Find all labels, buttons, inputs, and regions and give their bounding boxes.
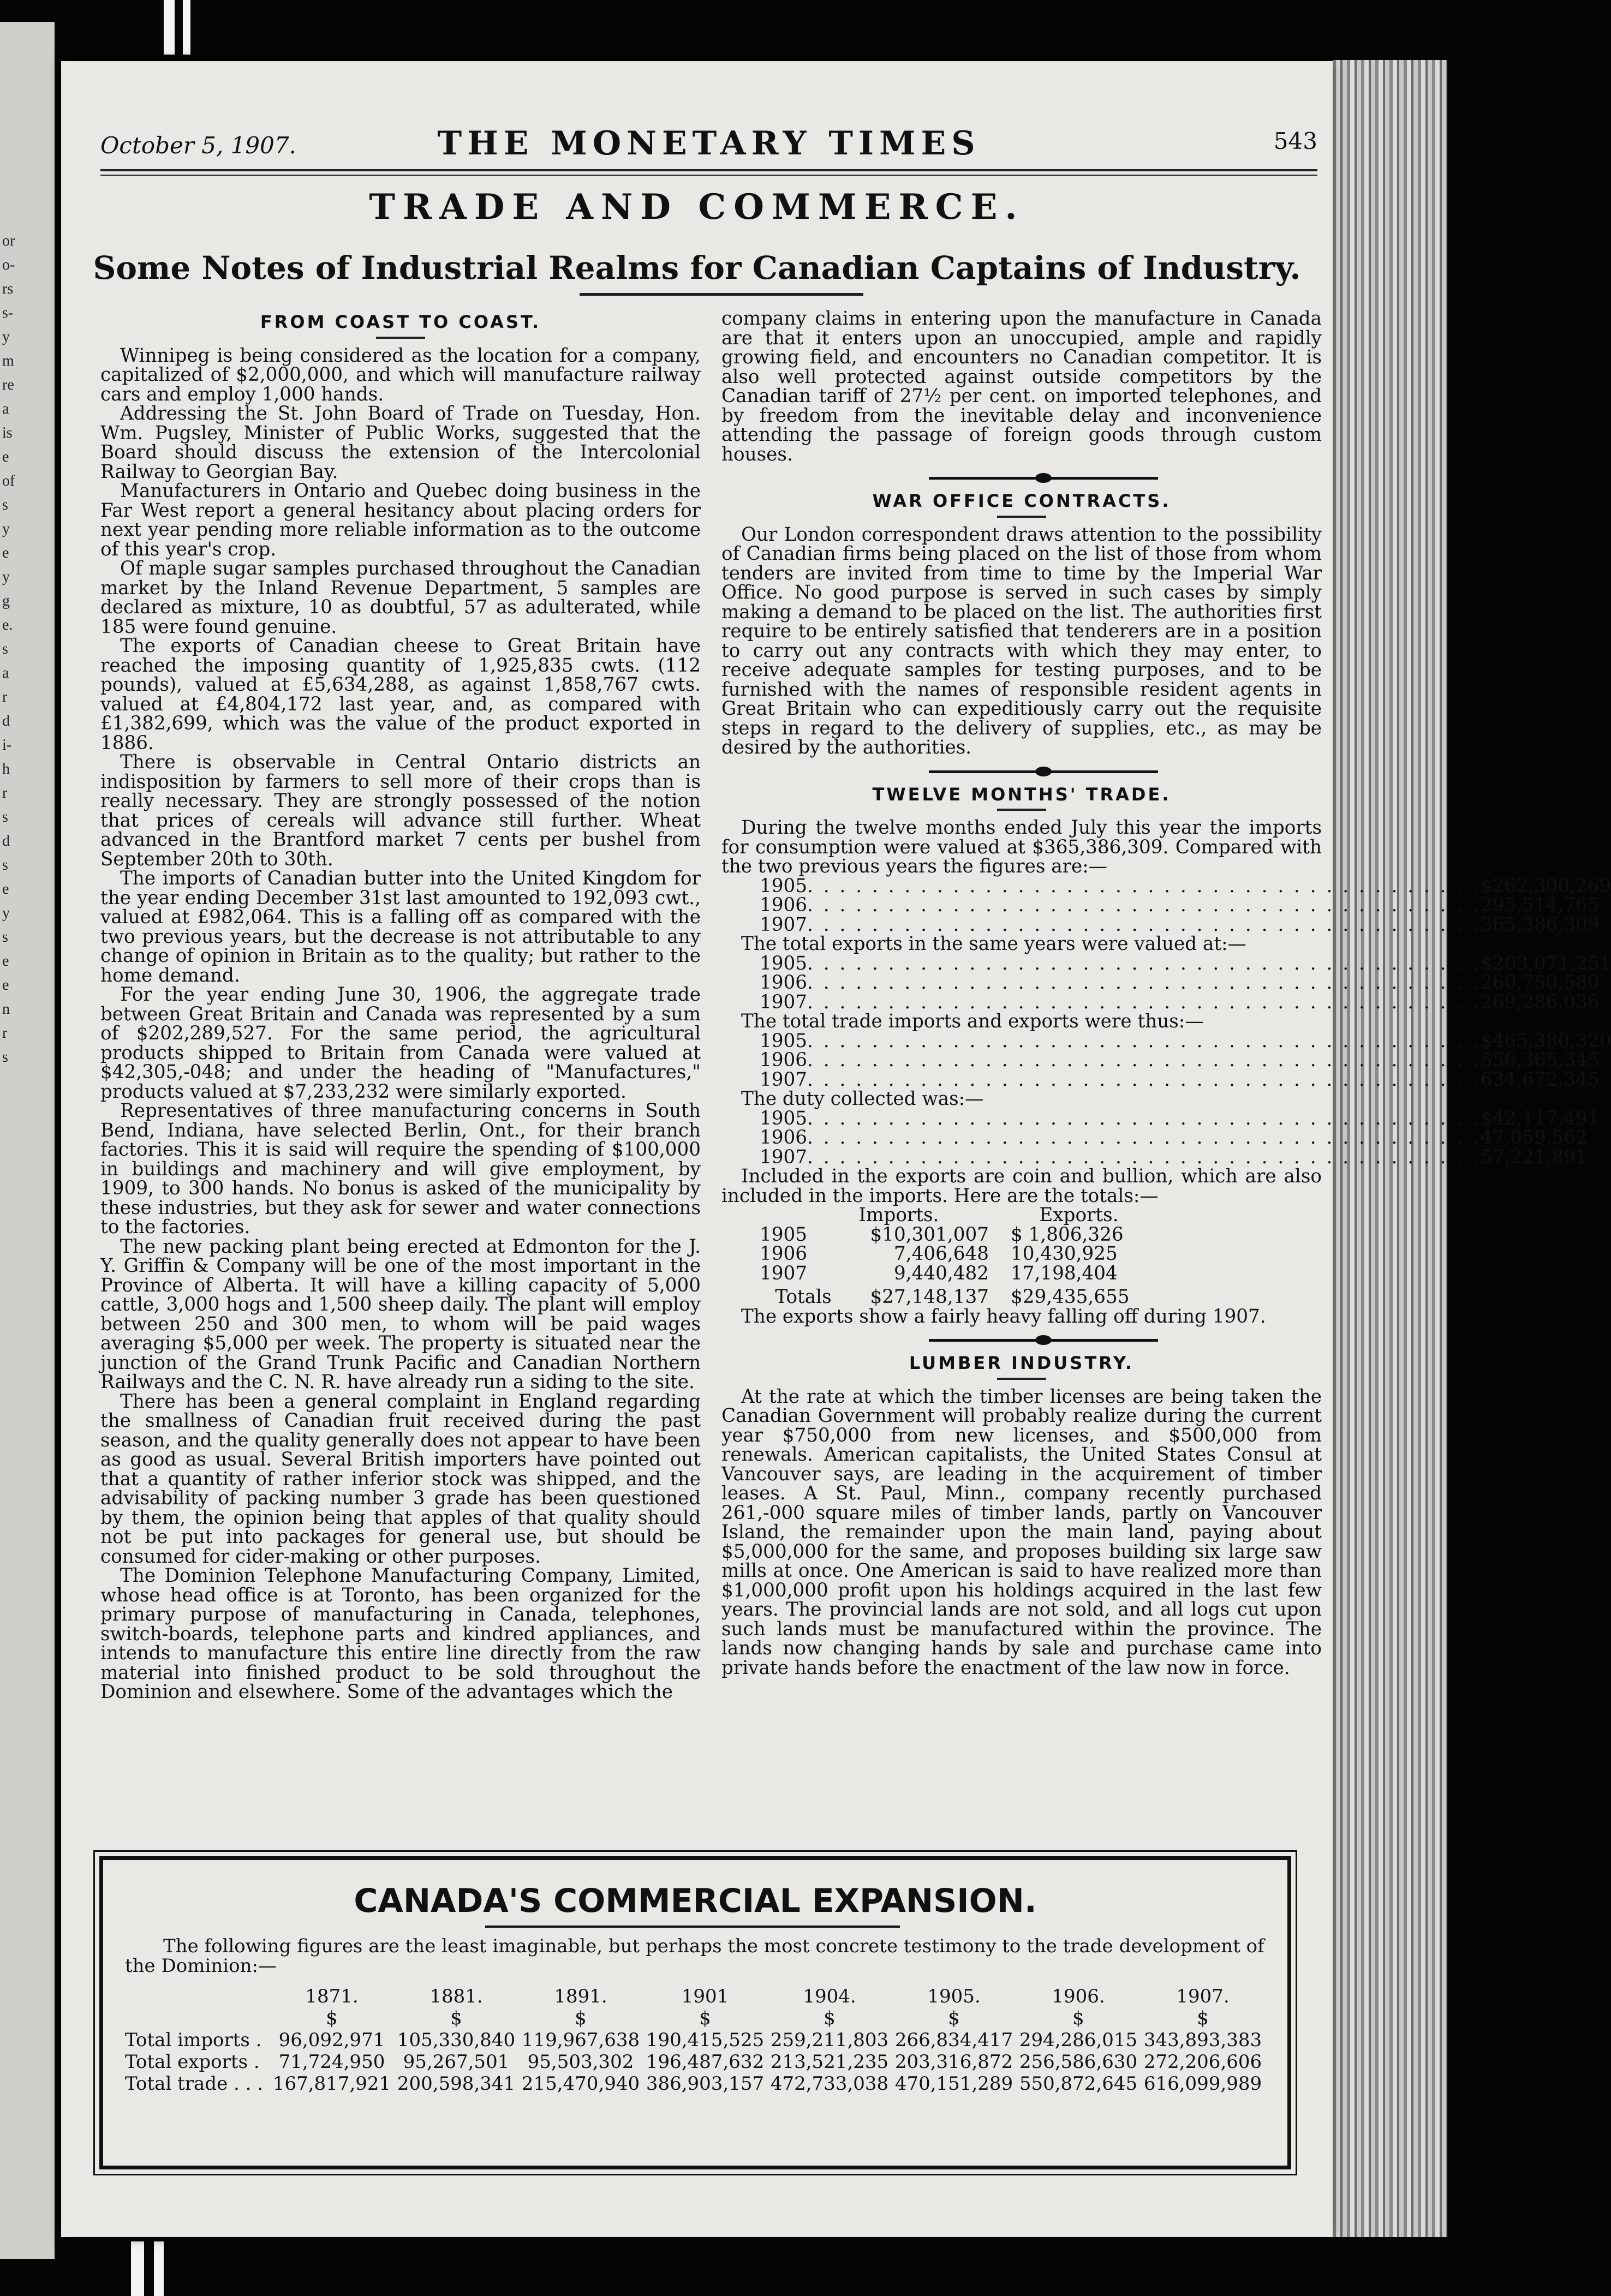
coin-row-exports: 10,430,925 <box>1011 1243 1118 1265</box>
war-office-text: Our London correspondent draws attention to the possibility of Canadian firms being placed on the list of those from whom tenders are invited from time to time by the Imperial War Office. No good purpose is served in such cases by simply making a demand to be placed on the list. The authorities first require to be entirely satisfied that tenderers are in a position to carry out any contracts with which they may enter, to receive adequate samples for testing purposes, and to be furnished with the names of responsible resident agents in Great Britain who can expeditiously carry out the requisite steps in regard to the delivery of supplies, etc., as may be desired by the authorities. <box>721 523 1322 758</box>
expansion-year: 1881. <box>429 1986 483 2007</box>
coin-row-exports: $ 1,806,326 <box>1011 1223 1124 1246</box>
coin-row <box>760 1225 1322 1245</box>
heading-rule <box>997 809 1046 811</box>
expansion-cell: 200,598,341 <box>397 2073 516 2095</box>
imports-row-value: 295,514,765 <box>1481 894 1600 916</box>
coin-totals-exports: $29,435,655 <box>1011 1286 1130 1308</box>
expansion-cell: 95,503,302 <box>527 2051 634 2073</box>
imports-row <box>760 913 1600 936</box>
margin-fragment: o- <box>2 256 15 273</box>
margin-fragment: y <box>2 521 10 537</box>
margin-fragment: d <box>2 713 10 730</box>
expansion-currency: $ <box>948 2007 960 2029</box>
imports-row-leader: . . . . . . . . . . . . . . . . . . . . . . . . . . . . . . . . . . . . . . . . . . <box>807 913 1481 936</box>
expansion-currency: $ <box>326 2007 338 2029</box>
margin-fragment: e <box>2 953 9 970</box>
expansion-row <box>125 2029 1271 2051</box>
duty-row <box>760 1146 1588 1168</box>
margin-fragment: is <box>2 424 13 441</box>
margin-fragment: rs <box>2 280 14 297</box>
binding-mark-bottom-right <box>154 2241 164 2296</box>
heading-rule <box>376 337 425 339</box>
exports-row <box>760 972 1600 994</box>
newspaper-page <box>61 61 1611 2237</box>
expansion-title: CANADA'S COMMERCIAL EXPANSION. <box>354 1882 1037 1920</box>
coast-item-paragraph: Addressing the St. John Board of Trade on Tuesday, Hon. Wm. Pugsley, Minister of Public Works, suggested that the Board should discuss the extension of the Intercolonial Railway to Georgian Bay. <box>100 403 701 483</box>
expansion-cell: 266,834,417 <box>894 2029 1013 2051</box>
coast-item-paragraph: Winnipeg is being considered as the location for a company, capitalized of $2,000,000, and which will manufacture railway cars and employ 1,000 hands. <box>100 344 701 405</box>
exports-row-value: 260,750,580 <box>1481 972 1600 994</box>
imports-row <box>760 875 1611 897</box>
expansion-cell: 470,151,289 <box>894 2073 1013 2095</box>
margin-fragment: e <box>2 977 9 994</box>
coast-item-paragraph: Manufacturers in Ontario and Quebec doing business in the Far West report a general hesitancy about placing orders for next year pending more reliable information as to the outcome of this year's crop. <box>100 480 701 560</box>
subtitle-rule <box>580 293 863 296</box>
coin-row-year: 1907 <box>760 1262 808 1284</box>
expansion-cell: 215,470,940 <box>521 2073 640 2095</box>
trade-row <box>760 1030 1611 1052</box>
imports-row-value: 365,386,309 <box>1481 913 1600 936</box>
duty-row-value: $42,117,491 <box>1481 1107 1600 1129</box>
expansion-years-row <box>125 1986 1271 2007</box>
expansion-currency: $ <box>1072 2007 1084 2029</box>
duty-row-year: 1905 <box>760 1107 808 1129</box>
coin-row-year: 1906 <box>760 1243 808 1265</box>
trade-row-value: 634,672,345 <box>1481 1068 1600 1091</box>
duty-row-year: 1906 <box>760 1127 808 1149</box>
exports-label: The total exports in the same years were valued at:— <box>741 933 1246 955</box>
expansion-cell: 259,211,803 <box>770 2029 889 2051</box>
coast-item-paragraph: Of maple sugar samples purchased throughout the Canadian market by the Inland Revenue Department, 5 samples are declared as mixture, 10 as doubtful, 57 as adulterated, while 185 were found genuine. <box>100 558 701 638</box>
duty-row <box>760 1107 1600 1129</box>
coin-totals-imports: $27,148,137 <box>870 1286 989 1308</box>
expansion-row-label: Total trade . . . <box>125 2073 264 2095</box>
lumber-heading: LUMBER INDUSTRY. <box>909 1353 1135 1373</box>
telephone-continuation: company claims in entering upon the manufacture in Canada are that it enters upon an unoccupied, ample and rapidly growing field, and encounters no Canadian competitor. It is also well protected against outside competitors by the Canadian tariff of 27½ per cent. on imported telephones, and by freedom from the inevitable delay and inconvenience attending the passage of foreign goods through custom houses. <box>721 308 1322 465</box>
expansion-currency: $ <box>699 2007 711 2029</box>
coin-headers <box>760 1206 1322 1225</box>
expansion-cell: 272,206,606 <box>1143 2051 1262 2073</box>
exports-rows <box>721 952 1611 1013</box>
binding-mark-top-left <box>164 0 175 55</box>
coin-imports-header: Imports. <box>858 1204 939 1226</box>
imports-row-year: 1907 <box>760 913 808 936</box>
coin-rows <box>721 1225 1322 1284</box>
expansion-currency-row <box>125 2007 1271 2029</box>
coin-row-imports: 7,406,648 <box>894 1243 989 1265</box>
header-rule-thin <box>100 175 1317 176</box>
duty-row <box>760 1127 1588 1149</box>
margin-fragment: r <box>2 785 8 802</box>
expansion-cell: 96,092,971 <box>278 2029 385 2051</box>
imports-row <box>760 894 1600 916</box>
header-rule <box>100 169 1317 171</box>
expansion-cell: 386,903,157 <box>646 2073 765 2095</box>
expansion-cell: 256,586,630 <box>1019 2051 1138 2073</box>
imports-row-leader: . . . . . . . . . . . . . . . . . . . . . . . . . . . . . . . . . . . . . . . . . . <box>807 894 1481 916</box>
margin-fragment: m <box>2 352 14 369</box>
trade-rows <box>721 1030 1611 1091</box>
exports-row-leader: . . . . . . . . . . . . . . . . . . . . . . . . . . . . . . . . . . . . . . . . . . <box>807 952 1481 974</box>
expansion-currency: $ <box>824 2007 836 2029</box>
publication-title: THE MONETARY TIMES <box>437 124 981 163</box>
expansion-cell: 119,967,638 <box>521 2029 640 2051</box>
trade-row-value: $465,380,320 <box>1481 1030 1611 1052</box>
exports-row-leader: . . . . . . . . . . . . . . . . . . . . . . . . . . . . . . . . . . . . . . . . . . <box>807 972 1481 994</box>
right-column <box>721 308 1611 1679</box>
war-office-heading: WAR OFFICE CONTRACTS. <box>872 491 1171 511</box>
heading-rule <box>997 516 1046 518</box>
expansion-currency: $ <box>450 2007 462 2029</box>
coin-row-year: 1905 <box>760 1223 808 1246</box>
expansion-year: 1904. <box>803 1986 856 2007</box>
margin-fragment: s- <box>2 304 14 321</box>
expansion-year: 1901 <box>681 1986 729 2007</box>
margin-fragment: e <box>2 449 9 465</box>
coin-row-exports: 17,198,404 <box>1011 1262 1118 1284</box>
margin-fragment: n <box>2 1001 10 1018</box>
section-ornament <box>721 763 1322 780</box>
expansion-year: 1871. <box>305 1986 359 2007</box>
coast-item-paragraph: The Dominion Telephone Manufacturing Company, Limited, whose head office is at Toronto, has been organized for the primary purpose of manufacturing in Canada, telephones, switch-boards, telephone parts and kindred appliances, and intends to manufacture this entire line directly from the raw material into finished product to be sold throughout the Dominion and elsewhere. Some of the advantages which the <box>100 1565 701 1703</box>
margin-fragment: s <box>2 1049 8 1066</box>
duty-row-leader: . . . . . . . . . . . . . . . . . . . . . . . . . . . . . . . . . . . . . . . . . . <box>807 1127 1481 1149</box>
margin-fragment: y <box>2 905 10 922</box>
exports-row-value: 269,286,036 <box>1481 991 1600 1013</box>
coast-item-paragraph: There is observable in Central Ontario districts an indisposition by farmers to sell more of their crops than is really necessary. They are strongly possessed of the notion that prices of cereals will advance still further. Wheat advanced in the Brantford market 7 cents per bushel from September 20th to 30th. <box>100 751 701 870</box>
article-subtitle: Some Notes of Industrial Realms for Canadian Captains of Industry. <box>93 249 1301 286</box>
expansion-cell: 71,724,950 <box>278 2051 385 2073</box>
trade-row-year: 1905 <box>760 1030 808 1052</box>
duty-row-leader: . . . . . . . . . . . . . . . . . . . . . . . . . . . . . . . . . . . . . . . . . . <box>807 1107 1481 1129</box>
margin-fragment: y <box>2 569 10 585</box>
expansion-currency: $ <box>575 2007 587 2029</box>
duty-row-value: 57,221,891 <box>1481 1146 1588 1168</box>
expansion-cell: 95,267,501 <box>403 2051 510 2073</box>
expansion-cell: 190,415,525 <box>646 2029 765 2051</box>
trade-row-value: 556,365,345 <box>1481 1049 1600 1071</box>
imports-row-year: 1906 <box>760 894 808 916</box>
expansion-currency: $ <box>1197 2007 1209 2029</box>
trade-row <box>760 1068 1600 1091</box>
trade-row-year: 1906 <box>760 1049 808 1071</box>
duty-label: The duty collected was:— <box>741 1088 984 1110</box>
margin-fragment: re <box>2 376 14 393</box>
section-ornament <box>721 470 1322 486</box>
coast-item-paragraph: There has been a general complaint in England regarding the smallness of Canadian fruit received during the past season, and the quality generally does not appear to have been as good as usual. Several British importers have pointed out that a quantity of rather inferior stock was shipped, and the advisability of packing number 3 grade has been questioned by them, the opinion being that apples of that quality should not be put into packages for general use, but should be consumed for cider-making or other purposes. <box>100 1390 701 1568</box>
imports-row-year: 1905 <box>760 875 808 897</box>
exports-row <box>760 952 1611 974</box>
binding-mark-bottom-left <box>131 2241 144 2296</box>
trade-row-year: 1907 <box>760 1068 808 1091</box>
coin-row-imports: 9,440,482 <box>894 1262 989 1284</box>
expansion-cell: 550,872,645 <box>1019 2073 1138 2095</box>
margin-fragment: s <box>2 497 8 513</box>
expansion-title-rule <box>485 1926 900 1928</box>
coast-item-paragraph: Representatives of three manufacturing concerns in South Bend, Indiana, have selected Berlin, Ont., for their branch factories. This it is said will require the spending of $100,000 in buildings and machinery and will give employment, by 1909, to 300 hands. No bonus is asked of the municipality by these industries, but they ask for sewer and water connections to the factories. <box>100 1100 701 1238</box>
coin-totals-label: Totals <box>775 1286 832 1308</box>
expansion-cell: 203,316,872 <box>894 2051 1013 2073</box>
margin-fragment: y <box>2 328 10 345</box>
exports-row-value: $203,071,251 <box>1481 952 1611 974</box>
trade-label: The total trade imports and exports were thus:— <box>741 1011 1204 1032</box>
left-column <box>100 309 701 1702</box>
margin-fragment: a <box>2 400 9 417</box>
expansion-row-label: Total imports . <box>125 2029 262 2051</box>
margin-fragment: h <box>2 761 10 778</box>
coin-row-imports: $10,301,007 <box>870 1223 989 1246</box>
expansion-year: 1907. <box>1176 1986 1230 2007</box>
margin-fragment: e <box>2 881 9 898</box>
exports-row-year: 1905 <box>760 952 808 974</box>
coin-row <box>760 1264 1322 1284</box>
coast-to-coast-items <box>100 346 701 1702</box>
trade-row <box>760 1049 1600 1071</box>
coast-to-coast-heading: FROM COAST TO COAST. <box>260 312 541 332</box>
expansion-cell: 472,733,038 <box>770 2073 889 2095</box>
margin-fragment: i- <box>2 737 12 754</box>
margin-fragment: g <box>2 593 10 609</box>
commercial-expansion-box <box>99 1856 1291 2169</box>
expansion-year: 1906. <box>1052 1986 1105 2007</box>
exports-row <box>760 991 1600 1013</box>
margin-fragment: a <box>2 665 9 681</box>
trade-row-leader: . . . . . . . . . . . . . . . . . . . . . . . . . . . . . . . . . . . . . . . . . . <box>807 1030 1481 1052</box>
header-date: October 5, 1907. <box>100 132 296 159</box>
trade-row-leader: . . . . . . . . . . . . . . . . . . . . . . . . . . . . . . . . . . . . . . . . . . <box>807 1068 1481 1091</box>
expansion-row <box>125 2051 1271 2073</box>
margin-fragment: r <box>2 689 8 705</box>
twelve-months-heading: TWELVE MONTHS' TRADE. <box>872 784 1171 805</box>
heading-rule <box>997 1378 1046 1380</box>
coast-item-paragraph: The imports of Canadian butter into the United Kingdom for the year ending December 31st last amounted to 192,093 cwt., valued at £982,064. This is a falling off as compared with the two previous years, but the decrease is not attributable to any change of opinion in Britain as to the quality; but rather to the home demand. <box>100 868 701 986</box>
binding-mark-top-right <box>183 0 190 55</box>
coin-bullion-text: Included in the exports are coin and bullion, which are also included in the imports. Here are the totals:— <box>721 1165 1322 1207</box>
expansion-intro: The following figures are the least imaginable, but perhaps the most concrete testimony to the trade development of the Dominion:— <box>125 1935 1264 1977</box>
duty-rows <box>721 1107 1600 1168</box>
section-ornament <box>721 1332 1322 1348</box>
imports-row-value: $262,300,269 <box>1481 875 1611 897</box>
facing-page-edge <box>0 22 55 2259</box>
expansion-row <box>125 2073 1271 2095</box>
margin-fragment: d <box>2 833 10 850</box>
expansion-cell: 167,817,921 <box>272 2073 391 2095</box>
expansion-cell: 616,099,989 <box>1143 2073 1262 2095</box>
margin-fragment: r <box>2 1025 8 1042</box>
twelve-months-stats <box>721 817 1611 1328</box>
expansion-table <box>125 1986 1271 2095</box>
page-number: 543 <box>1273 128 1317 154</box>
expansion-cell: 105,330,840 <box>397 2029 516 2051</box>
margin-fragment: s <box>2 929 8 946</box>
expansion-row-label: Total exports . <box>125 2051 260 2073</box>
exports-row-leader: . . . . . . . . . . . . . . . . . . . . . . . . . . . . . . . . . . . . . . . . . . <box>807 991 1481 1013</box>
coin-totals-row <box>760 1288 1322 1307</box>
coast-item-paragraph: The new packing plant being erected at Edmonton for the J. Y. Griffin & Company will be one of the most important in the Province of Alberta. It will have a killing capacity of 5,000 cattle, 3,000 hogs and 1,500 sheep daily. The plant will employ between 250 and 300 men, to whom will be paid wages averaging $5,000 per week. The property is situated near the junction of the Grand Trunk Pacific and Canadian Northern Railways and the C. N. R. have already run a siding to the site. <box>100 1235 701 1393</box>
lumber-text: At the rate at which the timber licenses are being taken the Canadian Government will probably realize during the current year $750,000 from new licenses, and $500,000 from renewals. American capitalists, the United States Consul at Vancouver says, are leading in the acquirement of timber leases. A St. Paul, Minn., company recently purchased 261,-000 square miles of timber lands, partly on Vancouver Island, the remainder upon the main land, paying about $5,000,000 for the same, and proposes building six large saw mills at once. One American is said to have realized more than $1,000,000 profit upon his holdings acquired in the last few years. The provincial lands are not sold, and all logs cut upon such lands must be manufactured within the province. The lands now changing hands by sale and purchase came into private hands before the enactment of the law now in force. <box>721 1385 1322 1679</box>
expansion-cell: 196,487,632 <box>646 2051 765 2073</box>
exports-row-year: 1907 <box>760 991 808 1013</box>
duty-row-leader: . . . . . . . . . . . . . . . . . . . . . . . . . . . . . . . . . . . . . . . . . . <box>807 1146 1481 1168</box>
coin-exports-header: Exports. <box>1039 1204 1119 1226</box>
coin-note: The exports show a fairly heavy falling off during 1907. <box>741 1305 1266 1328</box>
coast-item-paragraph: For the year ending June 30, 1906, the aggregate trade between Great Britain and Canada was represented by a sum of $202,289,527. For the same period, the agricultural products shipped to Britain from Canada were valued at $42,305,-048; and under the heading of "Manufactures," products valued at $7,233,232 were similarly exported. <box>100 984 701 1103</box>
margin-fragment: s <box>2 641 8 657</box>
expansion-year: 1905. <box>927 1986 981 2007</box>
margin-fragment: e <box>2 545 9 561</box>
page-header <box>100 121 1317 165</box>
exports-row-year: 1906 <box>760 972 808 994</box>
trade-row-leader: . . . . . . . . . . . . . . . . . . . . . . . . . . . . . . . . . . . . . . . . . . <box>807 1049 1481 1071</box>
margin-fragment: e. <box>2 617 13 633</box>
margin-fragment: or <box>2 232 15 249</box>
margin-fragment: s <box>2 809 8 826</box>
expansion-data-rows <box>125 2029 1271 2095</box>
imports-row-leader: . . . . . . . . . . . . . . . . . . . . . . . . . . . . . . . . . . . . . . . . . . <box>807 875 1481 897</box>
duty-row-value: 47,059,562 <box>1481 1127 1588 1149</box>
margin-fragment: of <box>2 473 15 489</box>
expansion-cell: 213,521,235 <box>770 2051 889 2073</box>
twelve-months-intro: During the twelve months ended July this year the imports for consumption were valued at $365,386,309. Compared with the two previous years the figures are:— <box>721 817 1322 877</box>
coin-row <box>760 1245 1322 1264</box>
coast-item-paragraph: The exports of Canadian cheese to Great Britain have reached the imposing quantity of 1,925,835 cwts. (112 pounds), valued at £5,634,288, as against 1,858,767 cwts. valued at £4,804,172 last year, and, as compared with £1,382,699, which was the value of the product exported in 1886. <box>100 635 701 754</box>
expansion-cell: 294,286,015 <box>1019 2029 1138 2051</box>
duty-row-year: 1907 <box>760 1146 808 1168</box>
section-title: TRADE AND COMMERCE. <box>369 187 1025 228</box>
margin-fragment: s <box>2 857 8 874</box>
expansion-cell: 343,893,383 <box>1143 2029 1262 2051</box>
imports-rows <box>721 875 1611 936</box>
facing-page-fragments <box>2 229 24 1069</box>
expansion-year: 1891. <box>554 1986 607 2007</box>
